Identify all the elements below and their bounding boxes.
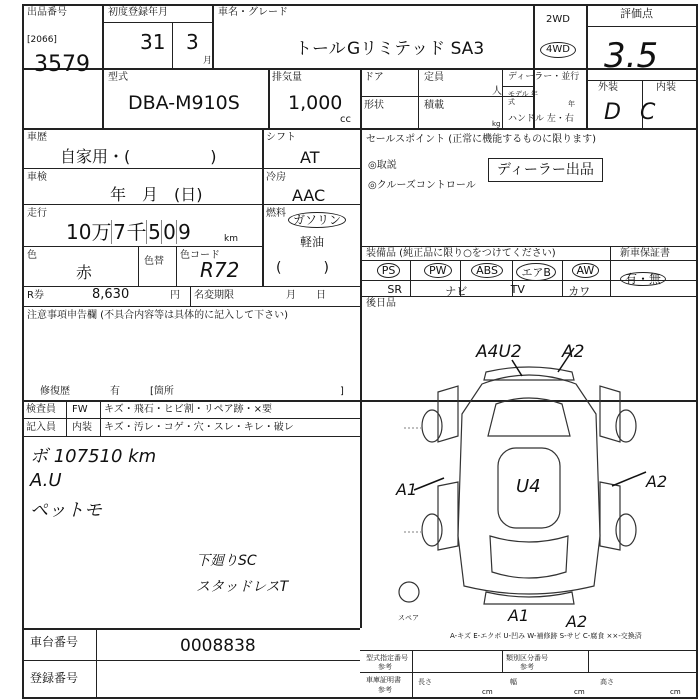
displacement-unit: cc: [340, 114, 351, 125]
chassis: 0008838: [180, 636, 256, 656]
equipment-item: PS: [364, 263, 413, 281]
fw-label: FW: [72, 404, 88, 415]
divider: [268, 68, 270, 128]
displacement: 1,000: [288, 92, 343, 114]
handle-label: ハンドル 左・右: [508, 114, 574, 124]
lot-number: 3579: [34, 52, 90, 77]
divider: [586, 26, 698, 27]
score-label: 評価点: [620, 7, 653, 20]
divider: [22, 660, 360, 661]
equipment-label: 装備品 (純正品に限り○をつけてください): [366, 248, 556, 259]
divider: [66, 400, 67, 436]
divider: [176, 246, 177, 286]
divider: [588, 650, 589, 672]
ext-grade: D: [604, 100, 621, 125]
lot-sub: [2066]: [27, 35, 57, 45]
capacity-unit: 人: [492, 86, 502, 97]
fuel-label: 燃料: [266, 208, 286, 219]
divider: [102, 22, 212, 23]
divider: [22, 697, 698, 699]
divider: [502, 650, 503, 672]
width-label: 幅: [510, 678, 517, 686]
divider: [586, 4, 588, 128]
mileage-digit: 5: [148, 220, 161, 244]
mileage-digit: 7: [113, 220, 126, 244]
divider: [22, 418, 360, 419]
load-label: 積載: [424, 100, 444, 111]
divider: [502, 86, 534, 87]
mark-center: U4: [516, 476, 541, 497]
mark-left: A1: [396, 480, 418, 499]
divider: [172, 22, 173, 68]
lower-note-1: 下廻りSC: [196, 553, 257, 569]
equipment-row-2: [364, 283, 610, 299]
chassis-label: 車台番号: [30, 635, 79, 649]
category-label: 類別区分番号: [506, 654, 548, 662]
sales-label: セールスポイント (正常に機能するものに限ります): [366, 134, 597, 145]
spare-label: スペア: [398, 614, 419, 622]
divider: [22, 286, 360, 287]
hand-line-3: ペットモ: [30, 500, 102, 521]
equipment-item: AW: [561, 263, 610, 281]
mileage-label: 走行: [27, 208, 47, 219]
divider: [22, 306, 360, 307]
color-code: R72: [200, 258, 240, 282]
dealer-label: ディーラー・並行: [508, 72, 580, 82]
name-change-label: 名変期限: [194, 290, 234, 301]
first-reg-label: 初度登録年月: [108, 7, 168, 18]
fw-items: キズ・飛石・ヒビ割・リペア跡・×要: [104, 404, 272, 415]
sales-point-2: ◎クルーズコントロール: [368, 180, 476, 191]
ref-2: 参考: [520, 663, 534, 671]
divider: [262, 128, 264, 286]
divider: [22, 436, 360, 437]
int-label: 内装: [656, 82, 676, 93]
history: 自家用・( ): [60, 147, 217, 166]
cm-3: cm: [670, 688, 681, 696]
equipment-row-1: [364, 263, 610, 281]
aircon-label: 冷房: [266, 172, 286, 183]
history-label: 車歴: [27, 132, 47, 143]
record-label: 記入員: [26, 422, 56, 433]
mark-front-right: A2: [562, 342, 585, 362]
inspection: 年 月 (日): [110, 185, 203, 204]
displacement-label: 排気量: [272, 72, 302, 83]
divider: [22, 168, 360, 169]
left-border: [22, 4, 24, 698]
repair-label: 修復歴: [40, 386, 70, 397]
door-label: ドア: [364, 72, 384, 83]
cert-label: 車庫証明書: [366, 676, 401, 684]
divider: [360, 650, 698, 651]
color-label: 色: [27, 250, 37, 261]
divider: [360, 68, 362, 128]
divider: [100, 400, 101, 436]
model: DBA-M910S: [128, 92, 240, 114]
mileage-digit: 10: [66, 220, 92, 244]
mileage-note: ボ 107510 km: [30, 446, 157, 467]
divider: [418, 68, 419, 128]
first-reg-year: 31: [140, 30, 166, 54]
recycle: 8,630: [92, 287, 130, 302]
mark-right: A2: [646, 472, 668, 491]
seat-color-label: 色替: [144, 256, 164, 267]
divider: [360, 246, 698, 247]
equipment-item: TV: [510, 283, 525, 296]
model-label: 型式: [108, 72, 128, 83]
legend: A-キズ E-エクボ U-凹み W-補修跡 S-サビ C-腐食 ××-交換済: [450, 632, 642, 640]
interior-items: キズ・汚レ・コゲ・穴・スレ・キレ・破レ: [104, 422, 294, 433]
warranty-label: 新車保証書: [620, 248, 670, 259]
dealer-badge: ディーラー出品: [488, 158, 603, 182]
mark-front: A4U2: [476, 342, 522, 362]
mileage-digit: 千: [126, 220, 147, 244]
color: 赤: [76, 263, 93, 282]
divider: [412, 650, 413, 698]
mileage-digit: 万: [91, 220, 112, 244]
recycle-unit: 円: [170, 290, 180, 301]
lot-label: 出品番号: [27, 7, 67, 18]
fuel-other: 軽油: [300, 235, 325, 249]
mark-rear-1: A1: [508, 606, 530, 625]
reg-label: 登録番号: [30, 671, 79, 685]
length-label: 長さ: [418, 678, 432, 686]
shift: AT: [300, 148, 320, 167]
divider: [190, 286, 191, 306]
check-label: 検査員: [26, 404, 56, 415]
equipment-item: SR: [387, 283, 403, 296]
top-border: [22, 4, 698, 6]
year-unit: 年: [568, 100, 575, 108]
divider: [610, 246, 611, 296]
mark-rear-2: A2: [566, 612, 588, 631]
sales-point-1: ◎取説: [368, 160, 397, 171]
cm-2: cm: [574, 688, 585, 696]
divider: [533, 4, 535, 128]
equipment-item: ナビ: [445, 285, 468, 298]
equipment-item: PW: [413, 263, 462, 281]
grade: Gリミテッド SA3: [347, 39, 485, 59]
divider: [212, 4, 214, 68]
int-grade: C: [640, 100, 656, 125]
interior-label: 内装: [72, 422, 92, 433]
repair-place: [箇所: [150, 386, 174, 397]
month-unit: 月: [203, 56, 213, 66]
score: 3.5: [604, 36, 659, 76]
color-code-label: 色コード: [180, 250, 220, 261]
divider: [22, 246, 262, 247]
fuel-paren: ( ): [276, 260, 329, 276]
fuel-selected: ガソリン: [288, 212, 346, 228]
ref-3: 参考: [378, 686, 392, 694]
model-year-label: モデル 年式: [508, 90, 538, 106]
rear-seat-label: 後日品: [366, 298, 396, 309]
divider: [360, 672, 698, 673]
load-unit: kg: [492, 120, 501, 128]
car-name: トール: [295, 39, 346, 59]
ref-1: 参考: [378, 663, 392, 671]
repair-value: 有: [110, 386, 120, 397]
model-designation-label: 型式指定番号: [366, 654, 408, 662]
cm-1: cm: [482, 688, 493, 696]
capacity-label: 定員: [424, 72, 444, 83]
car-name-label: 車名・グレード: [218, 7, 288, 18]
repair-bracket: ]: [340, 386, 344, 397]
divider: [502, 68, 503, 128]
mileage-digit: 0: [163, 220, 176, 244]
first-reg-month: 3: [186, 30, 199, 54]
drive-2wd: 2WD: [546, 14, 570, 25]
equipment-item: エアB: [512, 263, 561, 281]
drive-4wd: 4WD: [540, 42, 576, 58]
right-border: [696, 4, 698, 698]
lower-note-2: スタッドレスT: [196, 579, 289, 595]
recycle-label: R券: [27, 290, 44, 301]
mileage-digit: 9: [178, 220, 191, 244]
divider: [22, 628, 360, 630]
notes-label: 注意事項申告欄 (不具合内容等は具体的に記入して下さい): [27, 310, 288, 321]
warranty: 有・無: [620, 272, 666, 286]
divider: [138, 246, 139, 286]
equipment-item: ABS: [462, 263, 511, 281]
inspection-label: 車検: [27, 172, 47, 183]
shape-label: 形状: [364, 100, 384, 111]
divider: [96, 628, 97, 698]
aircon: AAC: [292, 186, 326, 205]
height-label: 高さ: [600, 678, 614, 686]
ext-label: 外装: [598, 82, 618, 93]
mileage-value: [66, 216, 191, 245]
name-change-unit: 月 日: [286, 290, 326, 301]
shift-label: シフト: [266, 132, 296, 143]
hand-line-2: A.U: [30, 470, 62, 491]
equipment-item: カワ: [568, 285, 591, 298]
mileage-unit: km: [224, 234, 238, 244]
